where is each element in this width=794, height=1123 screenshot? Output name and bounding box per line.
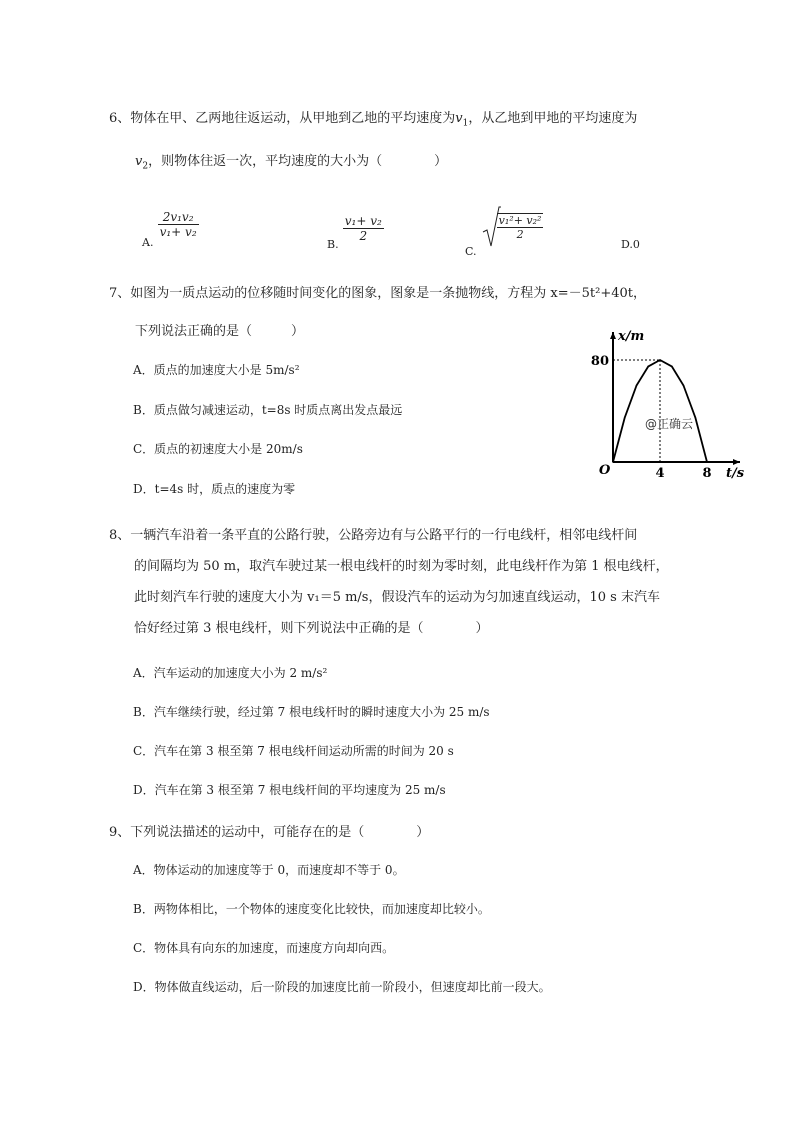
x-tick-label: 8 — [702, 466, 712, 481]
q9-option-a[interactable]: A．物体运动的加速度等于 0，而速度却不等于 0。 — [133, 863, 405, 877]
q6-option-c-label: C. — [465, 244, 477, 258]
q6-v2: v — [135, 154, 143, 169]
q7-stem-line2: 下列说法正确的是（ ） — [135, 324, 305, 339]
chart-plot-area — [612, 359, 708, 463]
data-series-line — [613, 360, 707, 462]
q6-option-a[interactable] — [142, 210, 199, 249]
q9-option-d[interactable]: D．物体做直线运动，后一阶段的加速度比前一阶段小，但速度却比前一段大。 — [133, 980, 551, 994]
q6-option-b-denominator: 2 — [359, 229, 368, 243]
q8-option-d[interactable]: D．汽车在第 3 根至第 7 根电线杆间的平均速度为 25 m/s — [133, 783, 446, 797]
q6-option-a-label: A. — [142, 236, 154, 249]
q6-text-3: ，则物体往返一次，平均速度的大小为（ ） — [148, 154, 448, 169]
q9-option-b[interactable]: B．两物体相比，一个物体的速度变化比较快，而加速度却比较小。 — [133, 902, 490, 916]
q6-option-c-fraction — [497, 213, 544, 241]
x-tick-label: 4 — [655, 466, 665, 481]
watermark-text: @正确云 — [645, 417, 694, 431]
q9-option-c[interactable]: C．物体具有向东的加速度，而速度方向却向西。 — [133, 941, 395, 955]
q6-option-b-label: B. — [327, 238, 339, 251]
q6-option-b[interactable] — [327, 214, 384, 251]
q8-stem-line3: 此时刻汽车行驶的速度大小为 v₁＝5 m/s，假设汽车的运动为匀加速直线运动，10 s 末汽车 — [134, 590, 660, 605]
displacement-time-chart — [585, 320, 760, 485]
q6-option-b-fraction — [343, 214, 384, 243]
data-point — [636, 385, 638, 387]
q6-v2-sub: 2 — [142, 161, 149, 172]
origin-label: O — [599, 463, 611, 478]
y-axis-label: x/m — [618, 329, 645, 344]
q6-v1: v — [455, 111, 463, 126]
data-point — [694, 417, 696, 419]
q7-stem-line1: 7、如图为一质点运动的位移随时间变化的图象，图象是一条抛物线，方程为 x=－5t²+40t， — [109, 286, 646, 301]
q6-option-a-fraction — [158, 210, 199, 239]
q6-option-c-numerator: v₁²+ v₂² — [498, 214, 542, 227]
q8-option-b[interactable]: B．汽车继续行驶，经过第 7 根电线杆时的瞬时速度大小为 25 m/s — [133, 705, 490, 719]
q6-stem-line2 — [135, 150, 447, 172]
q8-stem-line2: 的间隔均为 50 m，取汽车驶过某一根电线杆的时刻为零时刻，此电线杆作为第 1 根电线杆， — [134, 559, 669, 574]
q6-option-a-denominator: v₁+ v₂ — [159, 225, 197, 239]
q6-option-c-denominator: 2 — [516, 228, 524, 241]
q6-v1-sub: 1 — [462, 118, 469, 129]
y-axis-arrow-icon — [610, 332, 616, 339]
q6-option-d[interactable]: D.0 — [621, 238, 640, 251]
x-axis-arrow-icon — [733, 459, 740, 465]
data-point — [671, 366, 673, 368]
q6-option-b-numerator: v₁+ v₂ — [344, 214, 382, 228]
q6-option-c[interactable] — [465, 206, 543, 258]
q8-stem-line1: 8、一辆汽车沿着一条平直的公路行驶，公路旁边有与公路平行的一行电线杆，相邻电线杆间 — [109, 528, 638, 543]
q7-option-b[interactable]: B．质点做匀减速运动，t=8s 时质点离出发点最远 — [133, 403, 403, 417]
q8-stem-line4: 恰好经过第 3 根电线杆，则下列说法中正确的是（ ） — [134, 621, 489, 636]
y-tick-label: 80 — [590, 354, 609, 369]
data-point — [683, 385, 685, 387]
data-point — [647, 366, 649, 368]
q7-option-c[interactable]: C．质点的初速度大小是 20m/s — [133, 442, 303, 456]
q6-stem-line1 — [109, 107, 637, 129]
data-point — [612, 461, 614, 463]
q7-option-d[interactable]: D．t=4s 时，质点的速度为零 — [133, 482, 296, 496]
q7-option-a[interactable]: A．质点的加速度大小是 5m/s² — [133, 363, 300, 377]
q8-option-a[interactable]: A．汽车运动的加速度大小为 2 m/s² — [133, 666, 328, 680]
q6-text-2: ，从乙地到甲地的平均速度为 — [468, 111, 638, 126]
q9-stem: 9、下列说法描述的运动中，可能存在的是（ ） — [109, 825, 430, 840]
q8-option-c[interactable]: C．汽车在第 3 根至第 7 根电线杆间运动所需的时间为 20 s — [133, 744, 454, 758]
data-point — [706, 461, 708, 463]
q6-text-1: 6、物体在甲、乙两地往返运动，从甲地到乙地的平均速度为 — [109, 111, 456, 126]
x-axis-label: t/s — [726, 466, 745, 481]
data-point — [624, 417, 626, 419]
q6-option-a-numerator: 2v₁v₂ — [158, 210, 199, 225]
data-point — [659, 359, 661, 361]
